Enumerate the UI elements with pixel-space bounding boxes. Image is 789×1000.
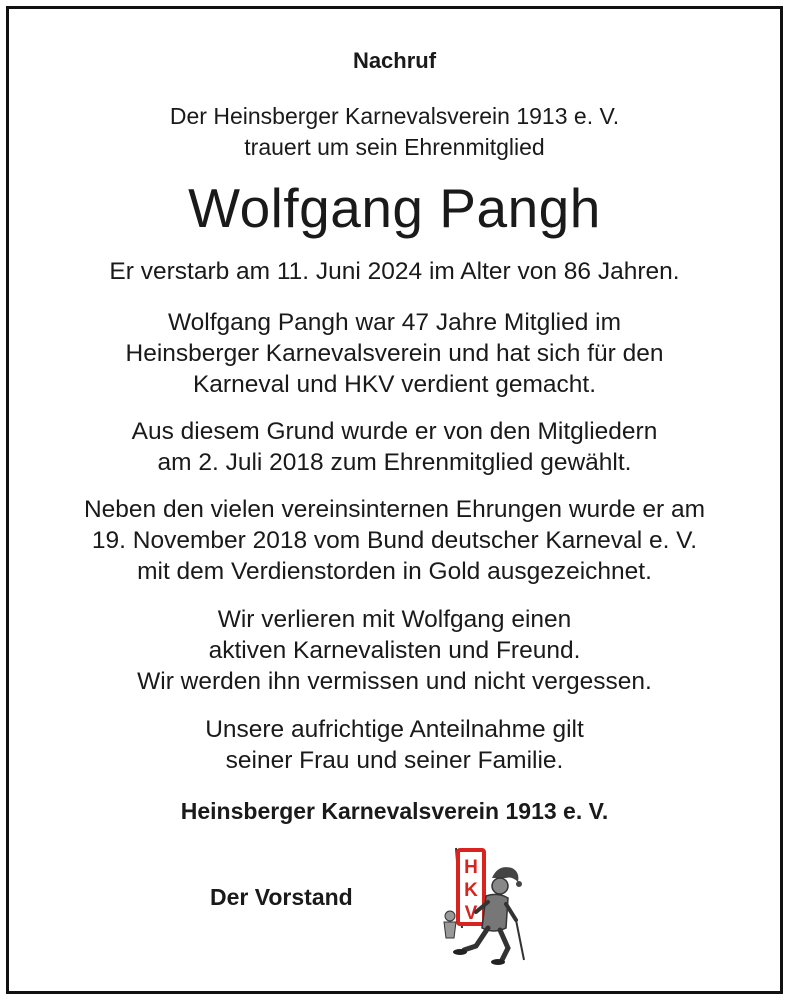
award-line-1: Neben den vielen vereinsinternen Ehrungen wurde er am	[83, 496, 706, 523]
membership-line-3: Karneval und HKV verdient gemacht.	[192, 371, 597, 398]
hkv-letter-k: K	[464, 880, 478, 901]
hkv-letter-h: H	[464, 857, 478, 878]
notice-heading: Nachruf	[352, 48, 437, 73]
death-date-line: Er verstarb am 11. Juni 2024 im Alter von 86 Jahren.	[109, 258, 680, 285]
signature-board: Der Vorstand	[210, 884, 353, 910]
farewell-line-3: Wir werden ihn vermissen und nicht vergessen.	[137, 668, 652, 695]
deceased-name: Wolfgang Pangh	[188, 177, 601, 239]
condolence-line-2: seiner Frau und seiner Familie.	[225, 747, 564, 774]
honor-line-1: Aus diesem Grund wurde er von den Mitgliedern	[131, 418, 658, 445]
farewell-line-1: Wir verlieren mit Wolfgang einen	[217, 606, 572, 633]
award-line-2: 19. November 2018 vom Bund deutscher Karneval e. V.	[91, 527, 698, 554]
hkv-jester-logo	[432, 842, 532, 970]
condolence-line-1: Unsere aufrichtige Anteilnahme gilt	[205, 716, 584, 743]
farewell-line-2: aktiven Karnevalisten und Freund.	[208, 637, 581, 664]
signature-club: Heinsberger Karnevalsverein 1913 e. V.	[180, 798, 609, 824]
membership-line-1: Wolfgang Pangh war 47 Jahre Mitglied im	[167, 309, 622, 336]
honor-line-2: am 2. Juli 2018 zum Ehrenmitglied gewählt.	[157, 449, 632, 476]
intro-line-1: Der Heinsberger Karnevalsverein 1913 e. V.	[169, 103, 620, 129]
membership-line-2: Heinsberger Karnevalsverein und hat sich für den	[125, 340, 664, 367]
hkv-letter-v: V	[464, 903, 478, 924]
award-line-3: mit dem Verdienstorden in Gold ausgezeichnet.	[137, 558, 652, 585]
intro-line-2: trauert um sein Ehrenmitglied	[244, 134, 545, 160]
